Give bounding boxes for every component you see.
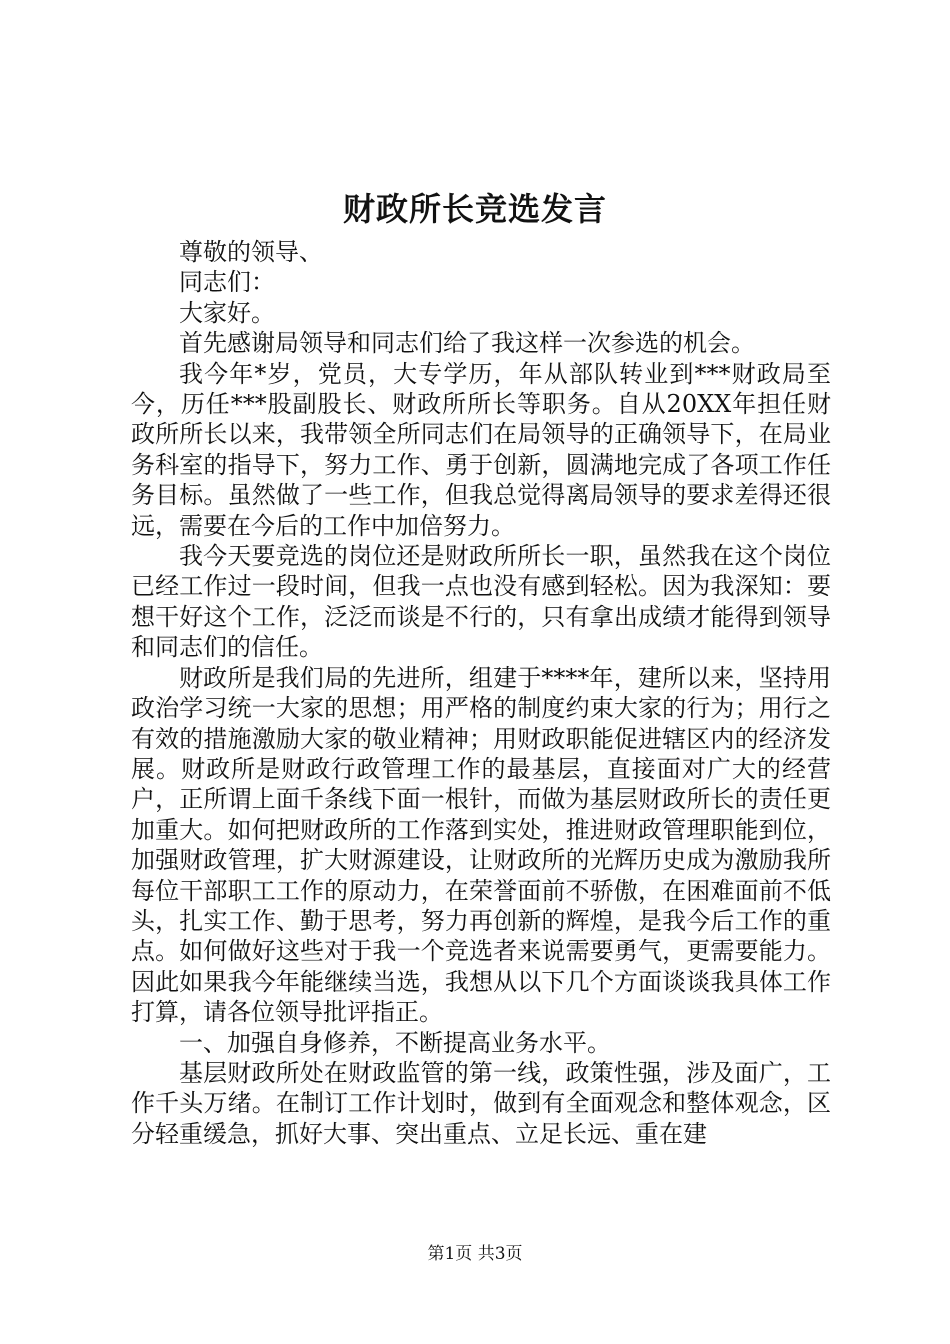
document-title: 财政所长竞选发言 (342, 190, 607, 228)
paragraph-greeting: 大家好。 (179, 298, 275, 327)
paragraph-salutation-1: 尊敬的领导、 (179, 238, 323, 266)
paragraph-office-overview: 财政所是我们局的先进所，组建于****年，建所以来，坚持用政治学习统一大家的思想；用严格的制度约束大家的行为；用行之有效的措施激励大家的敬业精神；用财政职能促进辖区内的经济发展。财政所是财政行政管理工作的最基层，直接面对广大的经营户，正所谓上面千条线下面一根针，而做为基层财政所长的责任更加重大。如何把财政所的工作落到实处，推进财政管理职能到位，加强财政管理，扩大财源建设，让财政所的光辉历史成为激励我所每位干部职工工作的原动力，在荣誉面前不骄傲，在困难面前不低头，扎实工作、勤于思考，努力再创新的辉煌，是我今后工作的重点。如何做好这些对于我一个竞选者来说需要勇气，更需要能力。因此如果我今年能继续当选，我想从以下几个方面谈谈我具体工作打算，请各位领导批评指正。 (131, 663, 831, 1027)
document-body (131, 237, 831, 1149)
paragraph-section-heading-1: 一、加强自身修养，不断提高业务水平。 (179, 1028, 611, 1057)
paragraph-section-1-body: 基层财政所处在财政监管的第一线，政策性强，涉及面广，工作千头万绪。在制订工作计划时，做到有全面观念和整体观念，区分轻重缓急，抓好大事、突出重点、立足长远、重在建 (131, 1058, 831, 1148)
paragraph-thanks: 首先感谢局领导和同志们给了我这样一次参选的机会。 (179, 329, 755, 358)
paragraph-position: 我今天要竞选的岗位还是财政所所长一职，虽然我在这个岗位已经工作过一段时间，但我一点也没有感到轻松。因为我深知：要想干好这个工作，泛泛而谈是不行的，只有拿出成绩才能得到领导和同志们的信任。 (131, 542, 831, 662)
page-footer: 第1页 共3页 (427, 1244, 523, 1264)
paragraph-self-introduction: 我今年*岁，党员，大专学历，年从部队转业到***财政局至今，历任***股副股长、财政所所长等职务。自从20XX年担任财政所所长以来，我带领全所同志们在局领导的正确领导下，在局业务科室的指导下，努力工作、勇于创新，圆满地完成了各项工作任务目标。虽然做了一些工作，但我总觉得离局领导的要求差得还很远，需要在今后的工作中加倍努力。 (131, 359, 831, 540)
paragraph-salutation-2: 同志们： (179, 268, 275, 297)
